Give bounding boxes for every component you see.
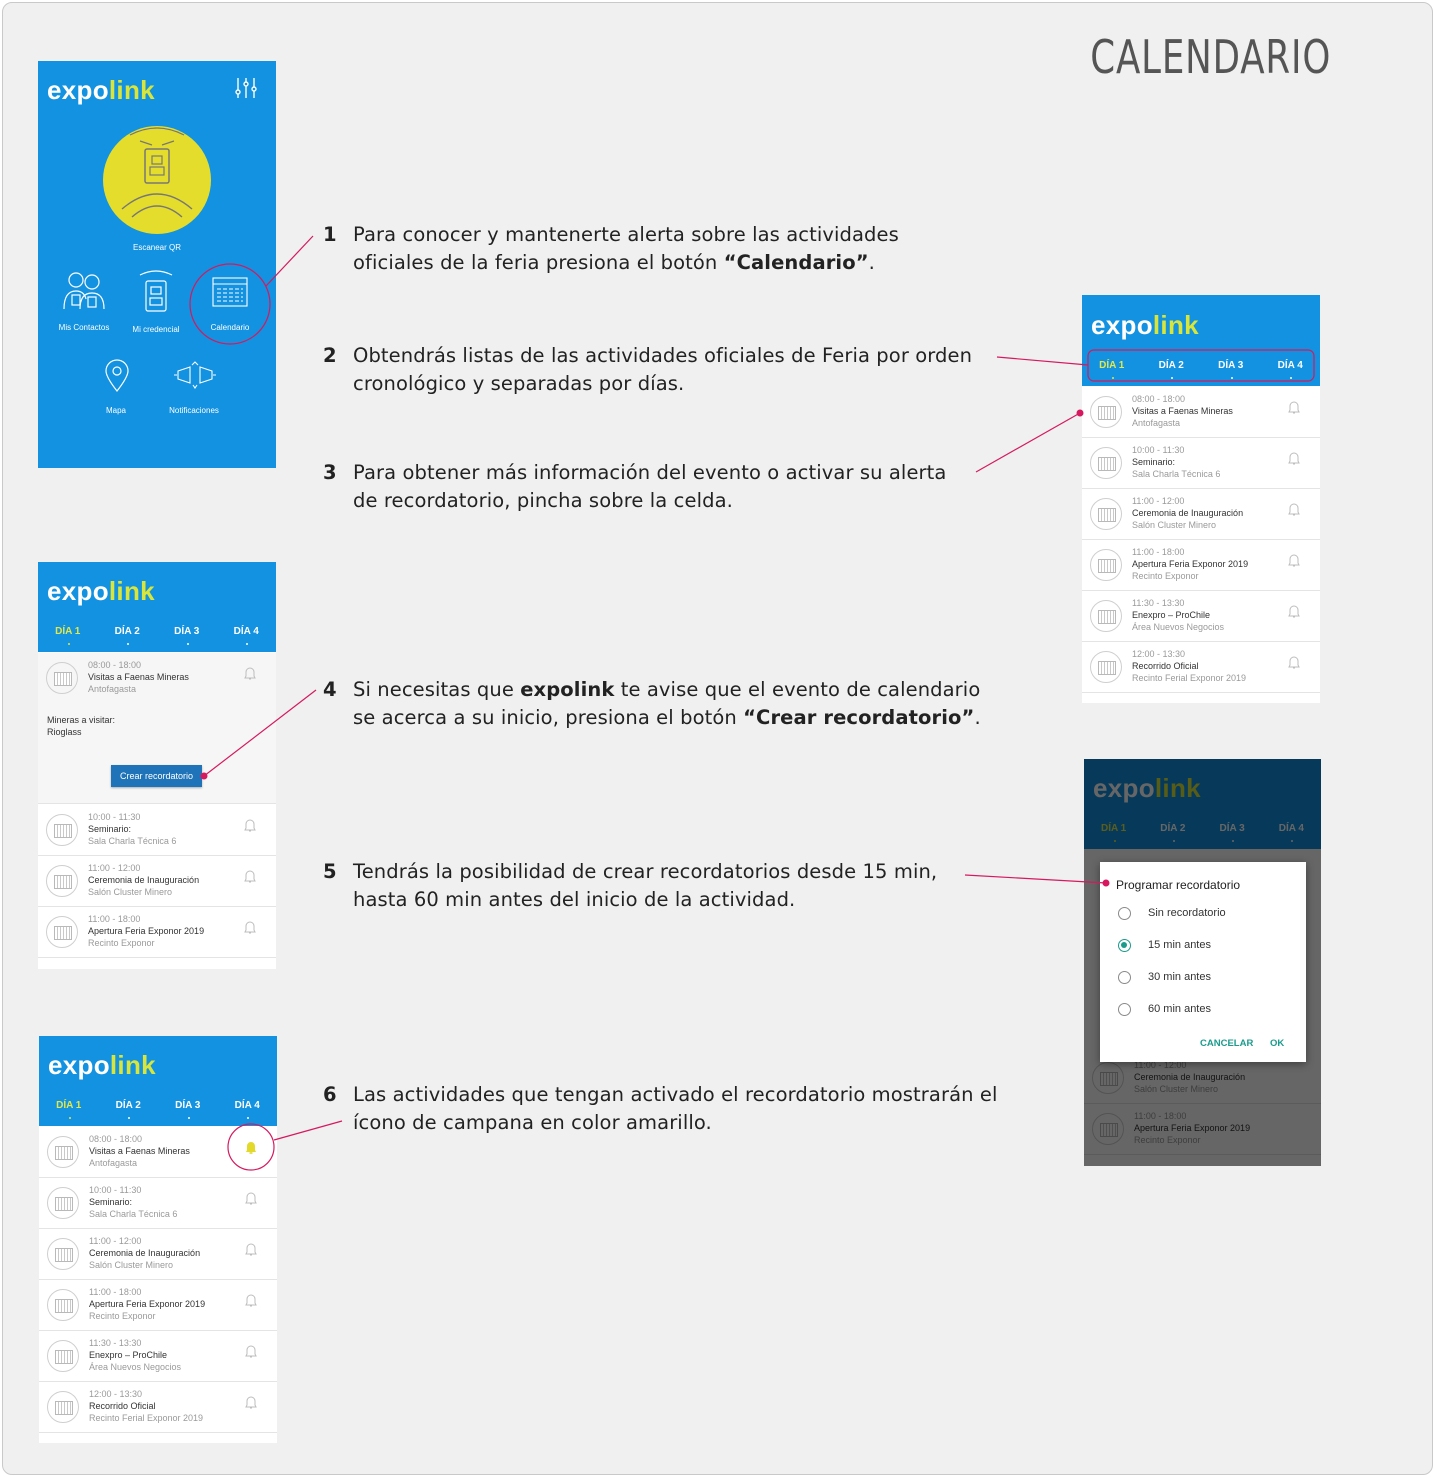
step-1: 1 Para conocer y mantenerte alerta sobre las actividades oficiales de la feria presiona el botón “Calendario”. xyxy=(323,223,899,274)
event-row[interactable]: 11:00 - 18:00 Apertura Feria Exponor 2019 Recinto Exponor xyxy=(39,1280,277,1331)
tab-dia-3[interactable]: DÍA 3 xyxy=(157,626,217,637)
tab-dia-1[interactable]: DÍA 1 xyxy=(39,1100,99,1111)
app-logo: expolink xyxy=(1091,310,1199,340)
step-3: 3 Para obtener más información del evento o activar su alerta de recordatorio, pincha sobre la celda. xyxy=(323,461,947,512)
event-row[interactable]: 11:30 - 13:30 Enexpro – ProChile Área Nuevos Negocios xyxy=(1082,591,1320,642)
minas-value: Rioglass xyxy=(47,727,82,737)
contacts-label: Mis Contactos xyxy=(58,323,110,332)
event-row[interactable]: 11:00 - 18:00 Apertura Feria Exponor 2019 Recinto Exponor xyxy=(38,907,276,958)
event-row[interactable]: 08:00 - 18:00 Visitas a Faenas Mineras Antofagasta xyxy=(38,653,276,704)
tab-dia-1[interactable]: DÍA 1 xyxy=(38,626,98,637)
step-2: 2 Obtendrás listas de las actividades oficiales de Feria por orden cronológico y separadas por días. xyxy=(323,344,973,395)
tab-dia-4[interactable]: DÍA 4 xyxy=(217,626,277,637)
event-row[interactable]: 11:00 - 12:00 Ceremonia de Inauguración Salón Cluster Minero xyxy=(1082,489,1320,540)
cancel-button[interactable]: CANCELAR xyxy=(1200,1038,1254,1049)
minas-label: Mineras a visitar: xyxy=(47,715,116,725)
calendar-label: Calendario xyxy=(210,323,250,332)
event-row[interactable]: 08:00 - 18:00 Visitas a Faenas Mineras Antofagasta xyxy=(1082,387,1320,438)
tab-dia-3[interactable]: DÍA 3 xyxy=(158,1100,218,1111)
event-row[interactable]: 10:00 - 11:30 Seminario: Sala Charla Técnica 6 xyxy=(1082,438,1320,489)
tab-dia-2[interactable]: DÍA 2 xyxy=(99,1100,159,1111)
tab-dia-2[interactable]: DÍA 2 xyxy=(1142,360,1202,371)
event-row[interactable]: 08:00 - 18:00 Visitas a Faenas Mineras Antofagasta xyxy=(39,1127,277,1178)
tab-dia-1[interactable]: DÍA 1 xyxy=(1082,360,1142,371)
page-title: CALENDARIO xyxy=(1089,30,1331,84)
app-logo: expolink xyxy=(48,1050,156,1080)
dialog-title: Programar recordatorio xyxy=(1116,878,1241,892)
tab-dia-2[interactable]: DÍA 2 xyxy=(98,626,158,637)
reminder-dialog: Programar recordatorio Sin recordatorio 15 min antes 30 min antes 60 min antes CANCELAR OK xyxy=(1100,862,1306,1062)
ok-button[interactable]: OK xyxy=(1270,1038,1285,1049)
notifications-label: Notificaciones xyxy=(169,406,219,415)
event-row[interactable]: 11:30 - 13:30 Enexpro – ProChile Área Nuevos Negocios xyxy=(39,1331,277,1382)
tab-dia-3[interactable]: DÍA 3 xyxy=(1201,360,1261,371)
event-row[interactable]: 10:00 - 11:30 Seminario: Sala Charla Técnica 6 xyxy=(39,1178,277,1229)
app-logo: expolink xyxy=(47,576,155,606)
tab-dia-4[interactable]: DÍA 4 xyxy=(1261,360,1321,371)
event-row[interactable]: 12:00 - 13:30 Recorrido Oficial Recinto Ferial Exponor 2019 xyxy=(39,1382,277,1433)
create-reminder-button[interactable]: Crear recordatorio xyxy=(111,765,202,787)
step-5: 5 Tendrás la posibilidad de crear recordatorios desde 15 min, hasta 60 min antes del inicio de la actividad. xyxy=(323,860,938,911)
app-logo: expolink xyxy=(47,75,155,105)
scan-qr-label: Escanear QR xyxy=(132,243,182,252)
credential-label: Mi credencial xyxy=(132,325,180,334)
event-row[interactable]: 12:00 - 13:30 Recorrido Oficial Recinto Ferial Exponor 2019 xyxy=(1082,642,1320,693)
step-6: 6 Las actividades que tengan activado el recordatorio mostrarán el ícono de campana en color amarillo. xyxy=(323,1083,998,1134)
map-label: Mapa xyxy=(105,406,126,415)
event-row[interactable]: 11:00 - 18:00 Apertura Feria Exponor 2019 Recinto Exponor xyxy=(1082,540,1320,591)
event-row[interactable]: 11:00 - 12:00 Ceremonia de Inauguración Salón Cluster Minero xyxy=(38,856,276,907)
event-row[interactable]: 11:00 - 12:00 Ceremonia de Inauguración Salón Cluster Minero xyxy=(39,1229,277,1280)
step-4: 4 Si necesitas que expolink te avise que el evento de calendario se acerca a su inicio, presiona el botón “Crear recordatorio”. xyxy=(323,678,981,729)
event-row[interactable]: 10:00 - 11:30 Seminario: Sala Charla Técnica 6 xyxy=(38,805,276,856)
tab-dia-4[interactable]: DÍA 4 xyxy=(218,1100,278,1111)
